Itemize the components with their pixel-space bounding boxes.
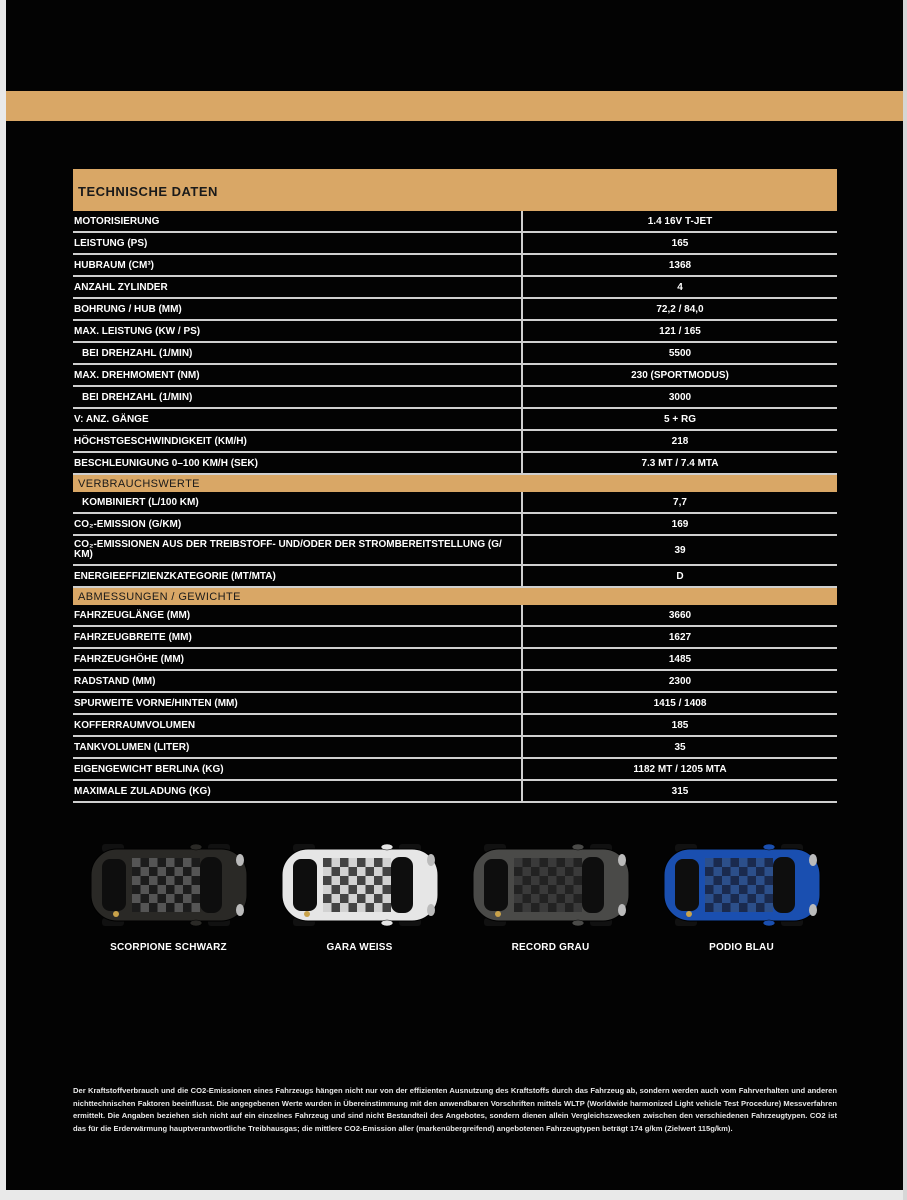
section-verbrauchswerte xyxy=(73,474,837,492)
spec-label: V: ANZ. GÄNGE xyxy=(73,408,522,430)
technical-data-table xyxy=(73,169,837,803)
car-top-view-image xyxy=(470,842,632,928)
car-variant xyxy=(455,842,646,953)
spec-value: 185 xyxy=(522,714,837,736)
disclaimer-text: Der Kraftstoffverbrauch und die CO2-Emissionen eines Fahrzeugs hängen nicht nur von der effizienten Ausnutzung des Kraftstoffs durch das Fahrzeug ab, sondern werden auch vom Fahrverhalten und anderen nichttechnischen Faktoren beeinflusst. Die angegebenen Werte wurden in Übereinstimmung mit den anwendbaren Vorschriften mittels WLTP (Worldwide harmonized Light vehicle Test Procedure) Messverfahren ermittelt. Die Angaben beziehen sich nicht auf ein einzelnes Fahrzeug und sind nicht Bestandteil des Angebotes, sondern dienen allein Vergleichszwecken zwischen den verschiedenen Fahrzeugtypen. CO2 ist das für die Erderwärmung hauptverantwortliche Treibhausgas; die mittlere CO2-Emission aller (markenübergreifend) angebotenen Fahrzeugtypen beträgt 174 g/km (Zielwert 115g/km). xyxy=(73,1086,837,1133)
spec-label: CO₂-EMISSION (G/KM) xyxy=(73,513,522,535)
section-abmessungen xyxy=(73,587,837,605)
spec-label: ANZAHL ZYLINDER xyxy=(73,276,522,298)
car-top-view-image xyxy=(88,842,250,928)
spec-value: 315 xyxy=(522,780,837,802)
spec-value: 1.4 16V T-JET xyxy=(522,211,837,232)
spec-label: HUBRAUM (CM³) xyxy=(73,254,522,276)
car-variant xyxy=(264,842,455,953)
table-row xyxy=(73,408,837,430)
table-row xyxy=(73,232,837,254)
table-row xyxy=(73,605,837,626)
gold-header-band xyxy=(6,91,903,121)
spec-value: 230 (SPORTMODUS) xyxy=(522,364,837,386)
table-row xyxy=(73,535,837,565)
table-row xyxy=(73,692,837,714)
spec-label: BEI DREHZAHL (1/MIN) xyxy=(73,342,522,364)
car-variant-name: SCORPIONE SCHWARZ xyxy=(110,942,227,953)
table-row xyxy=(73,320,837,342)
table-row xyxy=(73,565,837,587)
table-row xyxy=(73,386,837,408)
spec-value: 35 xyxy=(522,736,837,758)
table-row xyxy=(73,452,837,474)
spec-label: CO₂-EMISSIONEN AUS DER TREIBSTOFF- UND/ODER DER STROMBEREITSTELLUNG (G/ KM) xyxy=(73,535,522,565)
spec-value: 165 xyxy=(522,232,837,254)
spec-value: 39 xyxy=(522,535,837,565)
spec-label: TANKVOLUMEN (LITER) xyxy=(73,736,522,758)
spec-label: MAX. DREHMOMENT (NM) xyxy=(73,364,522,386)
table-row xyxy=(73,342,837,364)
spec-value: 121 / 165 xyxy=(522,320,837,342)
spec-label: BEI DREHZAHL (1/MIN) xyxy=(73,386,522,408)
spec-value: 7.3 MT / 7.4 MTA xyxy=(522,452,837,474)
car-variant-name: PODIO BLAU xyxy=(709,942,774,953)
spec-value: 3000 xyxy=(522,386,837,408)
table-row xyxy=(73,626,837,648)
section-title: ABMESSUNGEN / GEWICHTE xyxy=(73,587,837,605)
spec-value: 7,7 xyxy=(522,492,837,513)
table-row xyxy=(73,648,837,670)
spec-value: 3660 xyxy=(522,605,837,626)
spec-value: 1627 xyxy=(522,626,837,648)
spec-label: HÖCHSTGESCHWINDIGKEIT (KM/H) xyxy=(73,430,522,452)
spec-value: 4 xyxy=(522,276,837,298)
table-row xyxy=(73,736,837,758)
car-variant xyxy=(646,842,837,953)
spec-label: FAHRZEUGHÖHE (MM) xyxy=(73,648,522,670)
table-title-row xyxy=(73,169,837,211)
spec-label: EIGENGEWICHT BERLINA (KG) xyxy=(73,758,522,780)
spec-label: MAXIMALE ZULADUNG (KG) xyxy=(73,780,522,802)
spec-value: 5 + RG xyxy=(522,408,837,430)
table-row xyxy=(73,714,837,736)
table-row xyxy=(73,492,837,513)
spec-label: BESCHLEUNIGUNG 0–100 KM/H (SEK) xyxy=(73,452,522,474)
spec-label: RADSTAND (MM) xyxy=(73,670,522,692)
spec-label: MOTORISIERUNG xyxy=(73,211,522,232)
table-row xyxy=(73,513,837,535)
spec-label: BOHRUNG / HUB (MM) xyxy=(73,298,522,320)
table-title: TECHNISCHE DATEN xyxy=(73,169,837,211)
spec-value: 2300 xyxy=(522,670,837,692)
spec-value: 1368 xyxy=(522,254,837,276)
spec-label: FAHRZEUGBREITE (MM) xyxy=(73,626,522,648)
spec-value: 1182 MT / 1205 MTA xyxy=(522,758,837,780)
table-row xyxy=(73,276,837,298)
spec-value: 72,2 / 84,0 xyxy=(522,298,837,320)
car-variant xyxy=(73,842,264,953)
spec-label: KOFFERRAUMVOLUMEN xyxy=(73,714,522,736)
car-variant-name: GARA WEISS xyxy=(326,942,393,953)
spec-value: 218 xyxy=(522,430,837,452)
table-row xyxy=(73,211,837,232)
spec-label: FAHRZEUGLÄNGE (MM) xyxy=(73,605,522,626)
table-row xyxy=(73,670,837,692)
spec-label: LEISTUNG (PS) xyxy=(73,232,522,254)
spec-value: 1485 xyxy=(522,648,837,670)
car-top-view-image xyxy=(661,842,823,928)
color-variants xyxy=(73,842,837,953)
spec-label: SPURWEITE VORNE/HINTEN (MM) xyxy=(73,692,522,714)
car-variant-name: RECORD GRAU xyxy=(511,942,590,953)
table-row xyxy=(73,430,837,452)
page-edge xyxy=(903,0,907,1200)
section-title: VERBRAUCHSWERTE xyxy=(73,474,837,492)
table-row xyxy=(73,298,837,320)
spec-label: KOMBINIERT (L/100 KM) xyxy=(73,492,522,513)
table-row xyxy=(73,780,837,802)
spec-value: D xyxy=(522,565,837,587)
table-row xyxy=(73,758,837,780)
spec-label: ENERGIEEFFIZIENZKATEGORIE (MT/MTA) xyxy=(73,565,522,587)
table-row xyxy=(73,254,837,276)
table-row xyxy=(73,364,837,386)
spec-value: 5500 xyxy=(522,342,837,364)
spec-value: 1415 / 1408 xyxy=(522,692,837,714)
spec-label: MAX. LEISTUNG (KW / PS) xyxy=(73,320,522,342)
spec-value: 169 xyxy=(522,513,837,535)
car-top-view-image xyxy=(279,842,441,928)
